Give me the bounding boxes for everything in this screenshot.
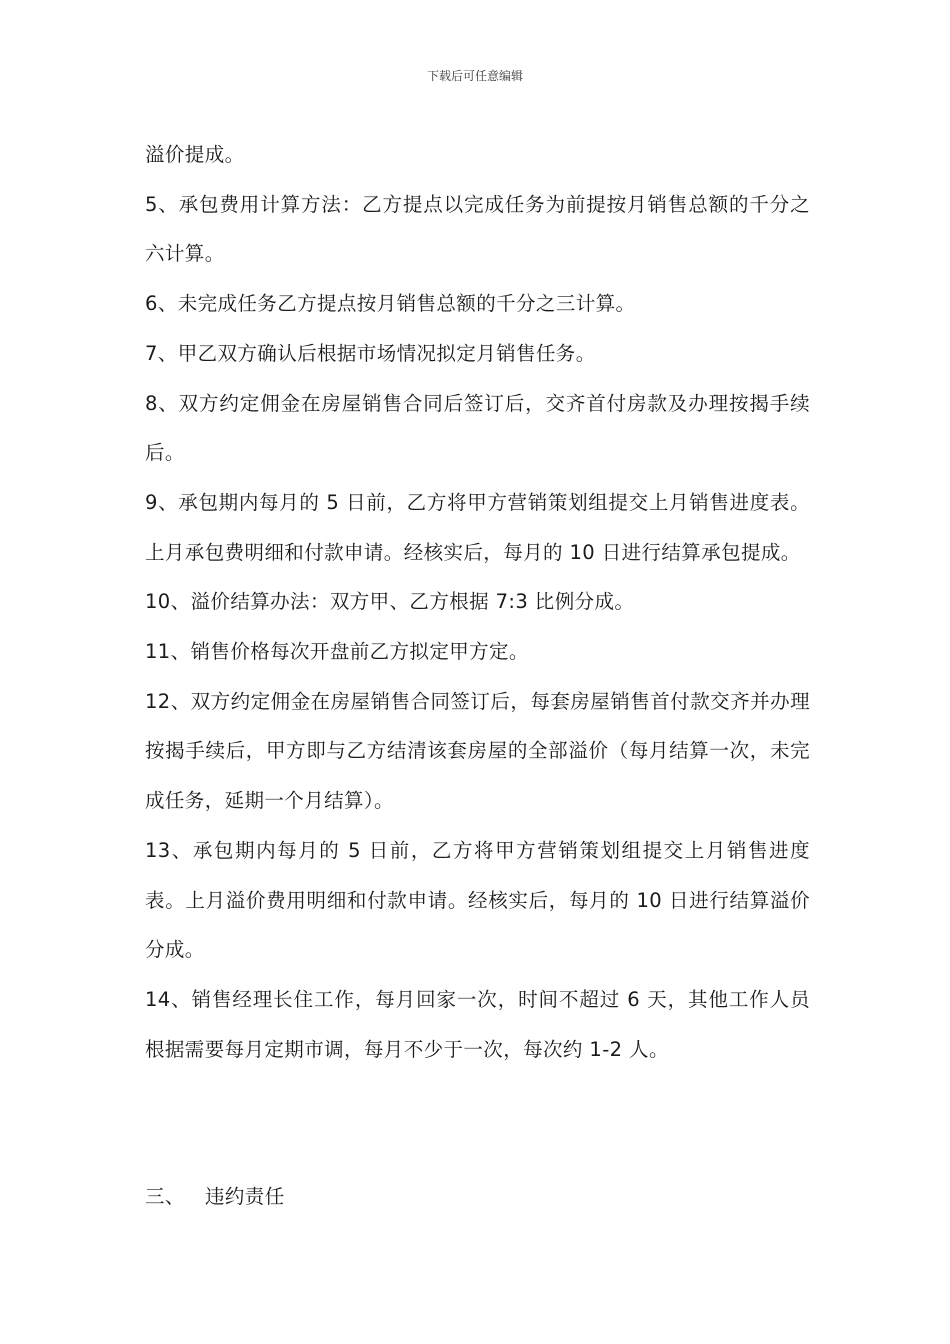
section-title: 违约责任 (205, 1185, 285, 1208)
paragraph-item-12: 12、双方约定佣金在房屋销售合同签订后，每套房屋销售首付款交齐并办理按揭手续后，甲方即与乙方结清该套房屋的全部溢价（每月结算一次，未完成任务，延期一个月结算）。 (145, 689, 810, 813)
paragraph-item-5: 5、承包费用计算方法：乙方提点以完成任务为前提按月销售总额的千分之六计算。 (145, 192, 810, 266)
paragraph-item-8: 8、双方约定佣金在房屋销售合同后签订后，交齐首付房款及办理按揭手续后。 (145, 391, 810, 465)
paragraph-item-7: 7、甲乙双方确认后根据市场情况拟定月销售任务。 (145, 341, 596, 365)
section-heading (145, 1172, 285, 1222)
paragraph-item-9: 9、承包期内每月的 5 日前，乙方将甲方营销策划组提交上月销售进度表。上月承包费明细和付款申请。经核实后，每月的 10 日进行结算承包提成。 (145, 490, 810, 564)
paragraph-item-14: 14、销售经理长住工作，每月回家一次，时间不超过 6 天，其他工作人员根据需要每月定期市调，每月不少于一次，每次约 1-2 人。 (145, 987, 810, 1061)
page-header-note: 下载后可任意编辑 (426, 69, 523, 83)
section-number: 三、 (145, 1185, 185, 1208)
document-body (145, 130, 810, 1074)
paragraph-item-10: 10、溢价结算办法：双方甲、乙方根据 7:3 比例分成。 (145, 590, 635, 614)
paragraph-item-11: 11、销售价格每次开盘前乙方拟定甲方定。 (145, 640, 529, 664)
paragraph-item-13: 13、承包期内每月的 5 日前，乙方将甲方营销策划组提交上月销售进度表。上月溢价费用明细和付款申请。经核实后，每月的 10 日进行结算溢价分成。 (145, 838, 810, 962)
paragraph-continuation: 溢价提成。 (145, 143, 245, 166)
paragraph-item-6: 6、未完成任务乙方提点按月销售总额的千分之三计算。 (145, 292, 636, 316)
